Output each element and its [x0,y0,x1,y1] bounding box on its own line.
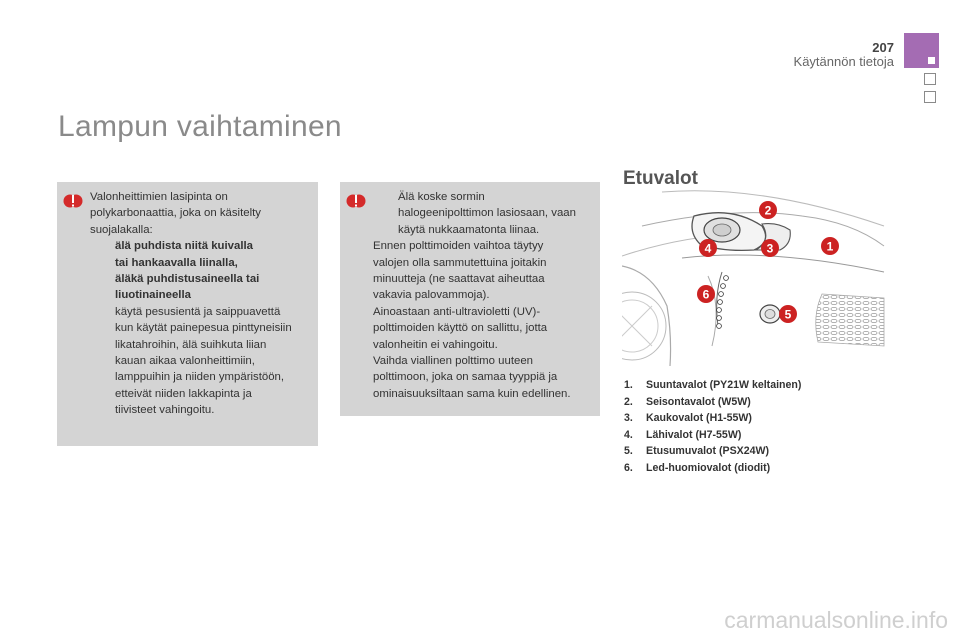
warning-text: tiivisteet vahingoitu. [115,404,215,417]
warning-text: polttimoiden käyttö on sallittu, jotta [373,322,548,335]
legend-label: Lähivalot (H7-55W) [646,428,742,441]
warning-text: kauan aikaa valonheittimiin, [115,355,255,368]
warning-icon [63,192,83,210]
warning-text: Ennen polttimoiden vaihtoa täytyy [373,240,544,253]
warning-text: polykarbonaattia, joka on käsitelty [90,207,261,220]
warning-text: valonheitin ei vahingoitu. [373,338,498,351]
bullet-item [373,189,592,238]
warning-text: Valonheittimien lasipinta on [90,191,228,203]
watermark: carmanualsonline.info [724,607,948,633]
legend-number: 2. [624,395,633,408]
warning-text: käytä pesusientä ja saippuavettä [115,305,281,318]
warning-text: valojen olla sammutettuina joitakin [373,256,547,269]
legend-label: Seisontavalot (W5W) [646,395,751,408]
chapter-tab[interactable] [924,91,936,103]
legend-number: 4. [624,428,633,441]
warning-box [340,182,600,416]
legend-label: Led-huomiovalot (diodit) [646,461,771,474]
warning-text: Ainoastaan anti-ultravioletti (UV)- [373,305,541,318]
page-number: 207 [872,40,894,55]
bullet-item [90,320,310,418]
bullet-item [90,238,310,304]
warning-text: käytä nukkaamatonta liinaa. [398,223,540,236]
legend-item [624,410,801,427]
warning-text: etteivät niiden lakkapinta ja [115,387,252,400]
warning-text: tai hankaavalla liinalla, [115,256,238,269]
bullet-icon [90,238,115,304]
warning-text: lamppuihin ja niiden ympäristöön, [115,371,285,384]
bullet-icon [90,320,115,418]
bullet-item [90,304,310,320]
chapter-tab-active[interactable] [904,33,939,68]
section-title: Käytännön tietoja [793,54,894,69]
legend-label: Etusumuvalot (PSX24W) [646,445,770,458]
legend-item [624,394,801,411]
warning-text: äläkä puhdistusaineella tai [115,273,260,286]
warning-text: Älä koske sormin [398,191,485,203]
warning-text: suojalakalla: [90,223,153,236]
section-heading: Etuvalot [623,167,698,189]
callout-6: 6 [702,287,710,302]
callout-4: 4 [704,241,712,256]
bullet-icon [90,304,115,320]
bulb-legend [624,377,801,477]
warning-text: vakavia palovammoja). [373,289,490,302]
legend-item [624,460,801,477]
page-title: Lampun vaihtaminen [58,110,342,144]
chapter-tab[interactable] [924,73,936,85]
warning-text: ominaisuuksiltaan sama kuin edellinen. [373,387,571,400]
warning-text: älä puhdista niitä kuivalla [115,240,253,253]
warning-text: Vaihda viallinen polttimo uuteen [373,355,533,368]
callout-2: 2 [764,203,772,218]
callout-1: 1 [826,239,834,254]
callout-3: 3 [766,241,774,256]
legend-number: 5. [624,445,633,458]
bullet-icon [373,189,398,238]
tab-marker-icon [928,57,935,64]
warning-text: likatahroihin, älä suihkuta liian [115,338,267,351]
warning-text: kun käytät painepesua pinttyneisiin [115,322,292,335]
warning-icon [346,192,366,210]
warning-text: minuutteja (ne saattavat aiheuttaa [373,273,545,286]
callout-5: 5 [784,307,792,322]
warning-box [57,182,318,446]
legend-label: Suuntavalot (PY21W keltainen) [646,379,802,391]
legend-item [624,427,801,444]
legend-item [624,377,801,394]
warning-text: polttimoon, joka on samaa tyyppiä ja [373,371,558,384]
legend-item [624,443,801,460]
warning-text: halogeenipolttimon lasiosaan, vaan [398,207,576,220]
legend-label: Kaukovalot (H1-55W) [646,412,752,425]
legend-number: 3. [624,412,633,425]
warning-text: liuotinaineella [115,289,191,302]
legend-number: 1. [624,379,633,391]
headlight-illustration [622,186,886,366]
legend-number: 6. [624,461,633,474]
